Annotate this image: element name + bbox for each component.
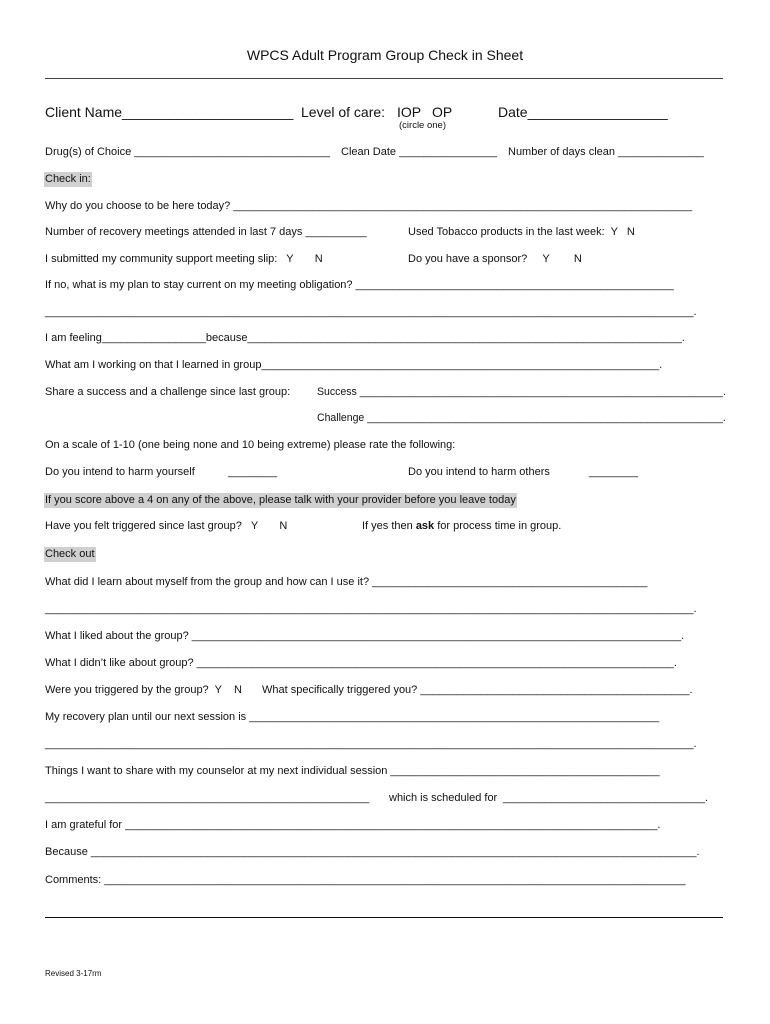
meeting-plan-field[interactable]: If no, what is my plan to stay current on my meeting obligation? ____________________________________________________ [45,279,674,291]
meeting-plan-continuation[interactable]: __________________________________________________________________________________________________________. [45,306,697,318]
check-in-heading: Check in: [45,173,91,185]
date-field[interactable]: Date__________________ [498,104,668,120]
why-here-field[interactable]: Why do you choose to be here today? ___________________________________________________________________________ [45,200,693,212]
learned-in-group-field[interactable]: What am I working on that I learned in group_________________________________________________________________. [45,359,663,371]
liked-about-group-field[interactable]: What I liked about the group? ________________________________________________________________________________. [45,630,685,642]
feeling-field[interactable]: I am feeling_________________because_______________________________________________________________________. [45,332,685,344]
revision-note: Revised 3-17rm [45,969,102,978]
bottom-rule [45,917,723,918]
harm-self-label: Do you intend to harm yourself [45,466,195,478]
harm-others-rating-field[interactable]: ________ [589,466,638,478]
client-name-field[interactable]: Client Name______________________ [45,104,294,120]
title-rule [45,78,723,79]
page-title: WPCS Adult Program Group Check in Sheet [246,47,524,63]
because-field[interactable]: Because ___________________________________________________________________________________________________. [45,846,700,858]
triggered-since-last-group-question[interactable]: Have you felt triggered since last group? Y N [45,520,288,532]
harm-others-label: Do you intend to harm others [408,466,550,478]
iop-option[interactable]: IOP [397,104,422,120]
recovery-plan-continuation[interactable]: __________________________________________________________________________________________________________. [45,738,697,750]
meetings-attended-field[interactable]: Number of recovery meetings attended in last 7 days __________ [45,226,367,238]
learn-about-self-field[interactable]: What did I learn about myself from the group and how can I use it? _____________________________________________ [45,576,648,588]
success-field[interactable]: Success ______________________________________________________________. [317,386,726,398]
comments-field[interactable]: Comments: _______________________________________________________________________________________________ [45,874,686,886]
meeting-slip-question[interactable]: I submitted my community support meeting slip: Y N [45,253,323,265]
recovery-plan-field[interactable]: My recovery plan until our next session is ___________________________________________________________________ [45,711,660,723]
scheduled-for-field[interactable]: _________________________________. [503,792,708,804]
rating-scale-instructions: On a scale of 1-10 (one being none and 10 being extreme) please rate the following: [45,439,456,451]
circle-one-note: (circle one) [399,120,446,131]
share-success-challenge-label: Share a success and a challenge since last group: [45,386,291,398]
triggered-by-group-question[interactable]: Were you triggered by the group? Y N [45,684,242,696]
challenge-field[interactable]: Challenge _____________________________________________________________. [317,412,726,424]
didnt-like-about-group-field[interactable]: What I didn’t like about group? ______________________________________________________________________________. [45,657,677,669]
level-of-care-label: Level of care: [301,104,386,120]
op-option[interactable]: OP [432,104,453,120]
days-clean-field[interactable]: Number of days clean ______________ [508,146,704,158]
scheduled-for-label: which is scheduled for [389,792,498,804]
grateful-for-field[interactable]: I am grateful for _______________________________________________________________________________________. [45,819,661,831]
share-with-counselor-continuation[interactable]: _____________________________________________________ [45,792,370,804]
what-triggered-field[interactable]: What specifically triggered you? ____________________________________________. [262,684,693,696]
learn-about-self-continuation[interactable]: __________________________________________________________________________________________________________. [45,603,697,615]
check-out-heading: Check out [45,548,95,560]
process-time-note: If yes then ask for process time in group. [362,520,562,532]
drugs-of-choice-field[interactable]: Drug(s) of Choice ________________________________ [45,146,331,158]
tobacco-question[interactable]: Used Tobacco products in the last week: Y N [408,226,635,238]
harm-self-rating-field[interactable]: ________ [228,466,277,478]
provider-warning: If you score above a 4 on any of the above, please talk with your provider before you leave today [45,494,516,506]
sponsor-question[interactable]: Do you have a sponsor? Y N [408,253,582,265]
share-with-counselor-field[interactable]: Things I want to share with my counselor at my next individual session ____________________________________________ [45,765,660,777]
clean-date-field[interactable]: Clean Date ________________ [341,146,497,158]
